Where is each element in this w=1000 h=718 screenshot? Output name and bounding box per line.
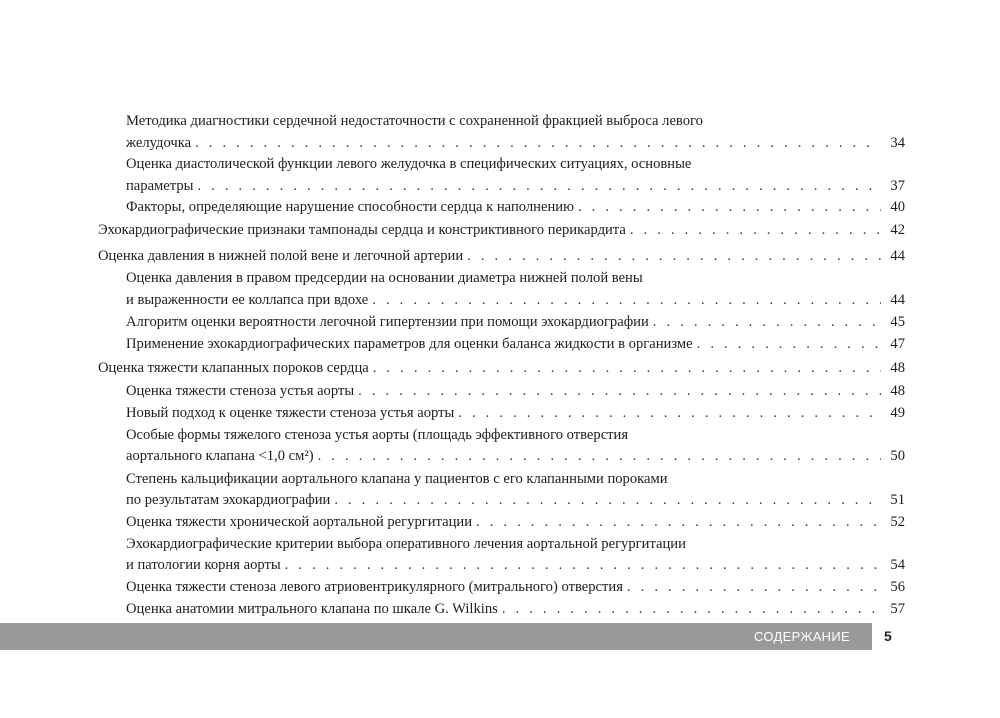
toc-entry-text: Применение эхокардиографических параметров для оценки баланса жидкости в организме: [126, 336, 693, 352]
toc-line: [98, 358, 905, 378]
toc-entry-text: Новый подход к оценке тяжести стеноза устья аорты: [126, 405, 455, 421]
toc-entry-text: Оценка давления в правом предсердии на основании диаметра нижней полой вены: [126, 270, 643, 286]
toc-line: [126, 133, 905, 153]
toc-line: [126, 111, 905, 131]
toc-line: [126, 534, 905, 554]
footer-bar: [0, 623, 872, 650]
dot-leader: [653, 312, 881, 332]
toc-entry-text: Оценка диастолической функции левого желудочка в специфических ситуациях, основные: [126, 156, 692, 172]
toc-page-number: 37: [890, 178, 905, 194]
toc-line: [126, 490, 905, 510]
toc-page-number: 52: [890, 514, 905, 530]
toc-page-number: 49: [890, 405, 905, 421]
toc-entry-text: аортального клапана <1,0 см²): [126, 448, 314, 464]
dot-leader: [458, 403, 881, 423]
toc-page-number: 40: [890, 199, 905, 215]
toc-entry-text: Факторы, определяющие нарушение способности сердца к наполнению: [126, 199, 574, 215]
dot-leader: [334, 490, 881, 510]
toc-line: [126, 577, 905, 597]
toc-line: [126, 154, 905, 174]
toc-line: [98, 220, 905, 240]
toc-entry-text: Оценка тяжести стеноза устья аорты: [126, 383, 355, 399]
toc-entry-text: Оценка давления в нижней полой вене и легочной артерии: [98, 248, 464, 264]
dot-leader: [372, 290, 881, 310]
toc-line: [126, 334, 905, 354]
dot-leader: [630, 220, 881, 240]
dot-leader: [502, 599, 881, 619]
toc-line: [126, 469, 905, 489]
toc-line: [126, 512, 905, 532]
toc-page-number: 56: [890, 579, 905, 595]
toc-entry-text: Эхокардиографические критерии выбора оперативного лечения аортальной регургитации: [126, 536, 686, 552]
dot-leader: [627, 577, 881, 597]
dot-leader: [373, 358, 881, 378]
toc-line: [126, 312, 905, 332]
toc-line: [126, 290, 905, 310]
toc-page-number: 50: [890, 448, 905, 464]
toc-page-number: 51: [890, 492, 905, 508]
toc-line: [126, 381, 905, 401]
dot-leader: [476, 512, 881, 532]
dot-leader: [578, 197, 881, 217]
dot-leader: [318, 446, 881, 466]
toc-entry-text: и выраженности ее коллапса при вдохе: [126, 292, 369, 308]
toc-entry-text: желудочка: [126, 135, 192, 151]
dot-leader: [195, 133, 881, 153]
toc-line: [126, 446, 905, 466]
toc-line: [126, 268, 905, 288]
toc-entry-text: Эхокардиографические признаки тампонады сердца и констриктивного перикардита: [98, 222, 626, 238]
toc-page-number: 42: [890, 222, 905, 238]
toc-page-number: 57: [890, 601, 905, 617]
toc-entry-text: Особые формы тяжелого стеноза устья аорты (площадь эффективного отверстия: [126, 427, 629, 443]
toc-line: [126, 176, 905, 196]
toc-page-number: 45: [890, 314, 905, 330]
dot-leader: [285, 555, 881, 575]
toc-entry-text: Алгоритм оценки вероятности легочной гипертензии при помощи эхокардиографии: [126, 314, 649, 330]
toc-entry-text: Степень кальцификации аортального клапана у пациентов с его клапанными пороками: [126, 471, 668, 487]
toc-page-number: 44: [890, 292, 905, 308]
toc-entry-text: Оценка тяжести клапанных пороков сердца: [98, 360, 369, 376]
toc-page-number: 34: [890, 135, 905, 151]
toc-line: [126, 425, 905, 445]
toc-entry-text: Оценка тяжести стеноза левого атриовентрикулярного (митрального) отверстия: [126, 579, 623, 595]
toc-entry-text: Оценка тяжести хронической аортальной регургитации: [126, 514, 473, 530]
dot-leader: [197, 176, 881, 196]
toc-line: [126, 599, 905, 619]
toc-line: [126, 403, 905, 423]
toc-page-number: 48: [890, 383, 905, 399]
page-number: 5: [884, 628, 892, 644]
toc-entry-text: и патологии корня аорты: [126, 557, 281, 573]
section-label: СОДЕРЖАНИЕ: [753, 629, 850, 644]
toc-entry-text: Методика диагностики сердечной недостаточности с сохраненной фракцией выброса левого: [126, 113, 703, 129]
toc-line: [98, 246, 905, 266]
toc-page-number: 48: [890, 360, 905, 376]
dot-leader: [467, 246, 881, 266]
toc-entry-text: по результатам эхокардиографии: [126, 492, 331, 508]
dot-leader: [697, 334, 881, 354]
toc-entry-text: Оценка анатомии митрального клапана по шкале G. Wilkins: [126, 601, 498, 617]
toc-page-number: 47: [890, 336, 905, 352]
toc-page-number: 54: [890, 557, 905, 573]
toc-line: [126, 555, 905, 575]
toc-line: [126, 197, 905, 217]
toc-entry-text: параметры: [126, 178, 194, 194]
toc-page-number: 44: [890, 248, 905, 264]
dot-leader: [358, 381, 881, 401]
